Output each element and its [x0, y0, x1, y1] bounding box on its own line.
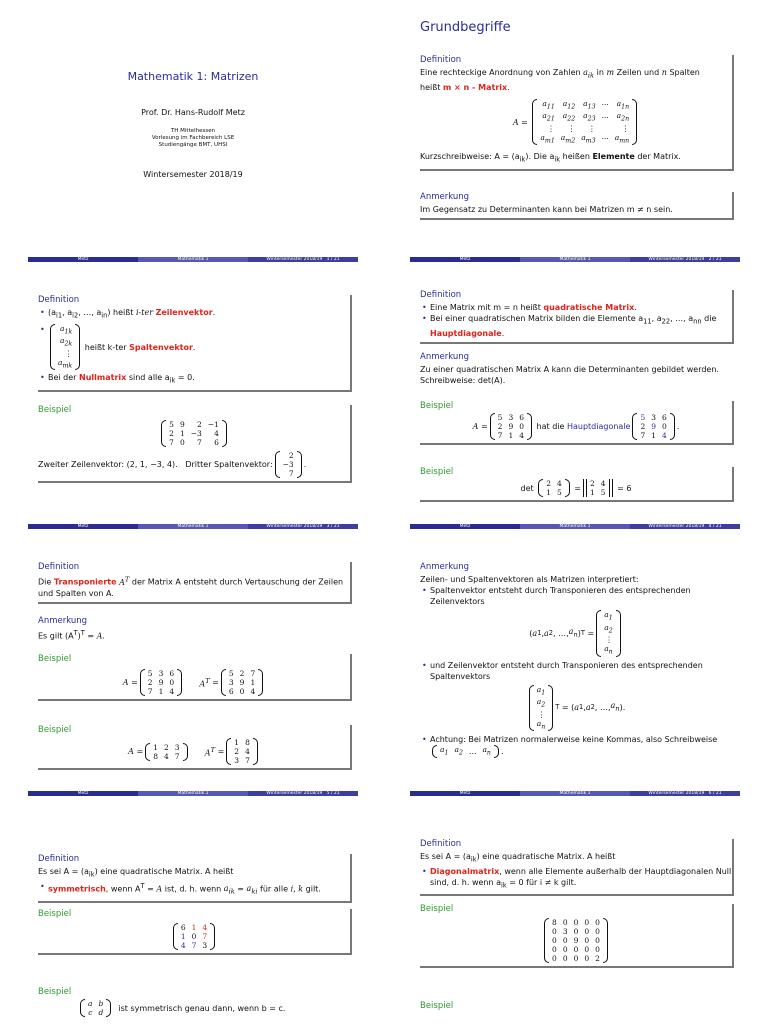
slide-3 [28, 267, 358, 529]
slide-8 [410, 801, 740, 1024]
slide-5 [28, 534, 358, 796]
remark-block: Anmerkung Zeilen- und Spaltenvektoren als Matrizen interpretiert: • Spaltenvektor entsteht durch Transponieren des entsprechenden Zeilenvektors ( a 1 , a 2 , …, $a_n$ ) T = $a_1$ $a_2$ ⋮ $a_n$ • und Zeilenvektor entsteht durch Transponieren des entsprechenden Spaltenvektors $a_1$ $a_2$ ⋮ $a_n$ T = ( a 1 , a 2 , …, $a_n$ ). • Achtung: Bei Matrizen normalerweise keine Kommas, also Schreibweise $a_1$ $a_2$ … $a_n$ . [420, 562, 732, 758]
footer: Metz Mathematik 1 Wintersemester 2018/19 1 / 21 [28, 257, 358, 262]
definition-block: Definition Die Transponierte $A^T$ der Matrix A entsteht durch Vertauschung der Zeilen und Spalten von A. [38, 562, 352, 604]
example-block-1: Beispiel A = 5 3 6 2 9 0 7 1 4 $A^T$ = 5 2 7 3 9 1 6 0 4 [38, 654, 352, 701]
matrix-ex5aT: 5 2 7 3 9 1 6 0 4 [221, 669, 263, 696]
matrix-ex5bT: 1 8 2 4 3 7 [226, 738, 258, 765]
remark-block: Anmerkung Es gilt $(A^T)^T = A$. [38, 616, 105, 641]
example-block-1: Beispiel 8 0 0 0 0 0 3 0 0 0 0 0 9 0 0 0 0 0 0 0 0 0 0 0 2 [420, 904, 734, 968]
matrix-ex7: 6 1 4 1 0 7 4 7 3 [173, 923, 215, 950]
matrix-ex4: 5 3 6 2 9 0 7 1 4 [490, 413, 532, 440]
definition-block: Definition Es sei $A = (a_{ik})$ eine quadratische Matrix. A heißt • Diagonalmatrix, wenn alle Elemente außerhalb der Hauptdiagonalen Null sind, d. h. wenn $a_{ik} = 0$ für i ≠ k gilt. [420, 839, 734, 896]
matrix-ex5b: 1 2 3 8 4 7 [145, 743, 187, 761]
frame-title: Grundbegriffe [420, 20, 511, 35]
definition-block: Definition Es sei $A = (a_{ik})$ eine quadratische Matrix. A heißt • symmetrisch, wenn $A^T = A$ ist, d. h. wenn $a_{ik} = a_{ki}$ für alle i, k gilt. [38, 854, 352, 903]
matrix-ex4: 5 3 6 2 9 0 7 1 4 [632, 413, 674, 440]
presentation-title: Mathematik 1: Matrizen [127, 70, 259, 83]
remark-block: Anmerkung Im Gegensatz zu Determinanten kann bei Matrizen m ≠ n sein. [420, 192, 734, 220]
slide-2 [410, 0, 740, 262]
definition-block: Definition • ($a_{i1}$, $a_{i2}$, …, $a_{in}$) heißt i-ter Zeilenvektor. • $a_{1k}$ $a_{2k}$ ⋮ $a_{mk}$ heißt k-ter Spaltenvektor. • Bei der Nullmatrix sind alle $a_{ik} = 0$. [38, 295, 352, 392]
matrix-det: 2 4 1 5 [538, 479, 570, 497]
definition-block: Definition Eine rechteckige Anordnung von Zahlen $a_{ik}$ in m Zeilen und n Spalten heißt m × n - Matrix. A = $a_{11}$ $a_{12}$ $a_{13}$ ··· $a_{1n}$ $a_{21}$ $a_{22}$ $a_{23}$ ··· $a_{2n}$ ⋮ ⋮ ⋮ ⋮ $a_{m1}$ $a_{m2}$ $a_{m3}$ ··· $a_{mn}$ Kurzschreibweise: $A = (a_{ik})$. Die $a_{ik}$ heißen Elemente der Matrix. [420, 55, 734, 171]
example-block-2: Beispiel [420, 1001, 454, 1011]
definition-block: Definition • Eine Matrix mit m = n heißt quadratische Matrix. • Bei einer quadratischen Matrix bilden die Elemente $a_{11}$, $a_{22}$, …, $a_{nn}$ die Hauptdiagonale. [420, 290, 734, 344]
footer: Metz Mathematik 1 Wintersemester 2018/19 3 / 21 [28, 524, 358, 529]
slide-4 [410, 267, 740, 529]
matrix-ex8: 8 0 0 0 0 0 3 0 0 0 0 0 9 0 0 0 0 0 0 0 0 0 0 0 2 [544, 918, 608, 963]
institute: TH Mittelhessen Vorlesung im Fachbereich LSE Studiengänge BMT, UHSI [151, 128, 235, 148]
general-matrix: A = $a_{11}$ $a_{12}$ $a_{13}$ ··· $a_{1n}$ $a_{21}$ $a_{22}$ $a_{23}$ ··· $a_{2n}$ ⋮ ⋮ ⋮ ⋮ $a_{m1}$ $a_{m2}$ $a_{m3}$ ··· $a_{mn}$ [420, 99, 732, 146]
footer: Metz Mathematik 1 Wintersemester 2018/19 6 / 21 [410, 791, 740, 796]
example-block-det: Beispiel det 2 4 1 5 = 2 4 1 5 = 6 [420, 467, 734, 502]
example-block-2: Beispiel A = 1 2 3 8 4 7 $A^T$ = 1 8 2 4 3 7 [38, 725, 352, 770]
slide-1 [28, 0, 358, 262]
footer: Metz Mathematik 1 Wintersemester 2018/19 5 / 21 [28, 791, 358, 796]
example-block: Beispiel 5 9 2 −1 2 1 −3 4 7 0 7 6 Zweiter Zeilenvektor: (2, 1, −3, 4). Dritter Spaltenvektor: 2 −3 7 . [38, 405, 352, 483]
matrix-ex5a: 5 3 6 2 9 0 7 1 4 [140, 669, 182, 696]
example-block-2: Beispiel a b c d ist symmetrisch genau dann, wenn b = c. [38, 987, 286, 1017]
slide-7 [28, 801, 358, 1024]
example-block: Beispiel A = 5 3 6 2 9 0 7 1 4 hat die Hauptdiagonale 5 3 6 2 9 0 7 1 4 . [420, 401, 734, 445]
example-block-1: Beispiel 6 1 4 1 0 7 4 7 3 [38, 909, 352, 955]
slide-6 [410, 534, 740, 796]
date: Wintersemester 2018/19 [143, 170, 243, 179]
matrix-det: 2 4 1 5 [583, 479, 613, 497]
author: Prof. Dr. Hans-Rudolf Metz [141, 108, 245, 117]
footer: Metz Mathematik 1 Wintersemester 2018/19 4 / 21 [410, 524, 740, 529]
matrix-ex3: 5 9 2 −1 2 1 −3 4 7 0 7 6 [161, 420, 227, 447]
remark-block: Anmerkung Zu einer quadratischen Matrix A kann die Determinanten gebildet werden. Schreibweise: det(A). [420, 352, 719, 385]
footer: Metz Mathematik 1 Wintersemester 2018/19 2 / 21 [410, 257, 740, 262]
